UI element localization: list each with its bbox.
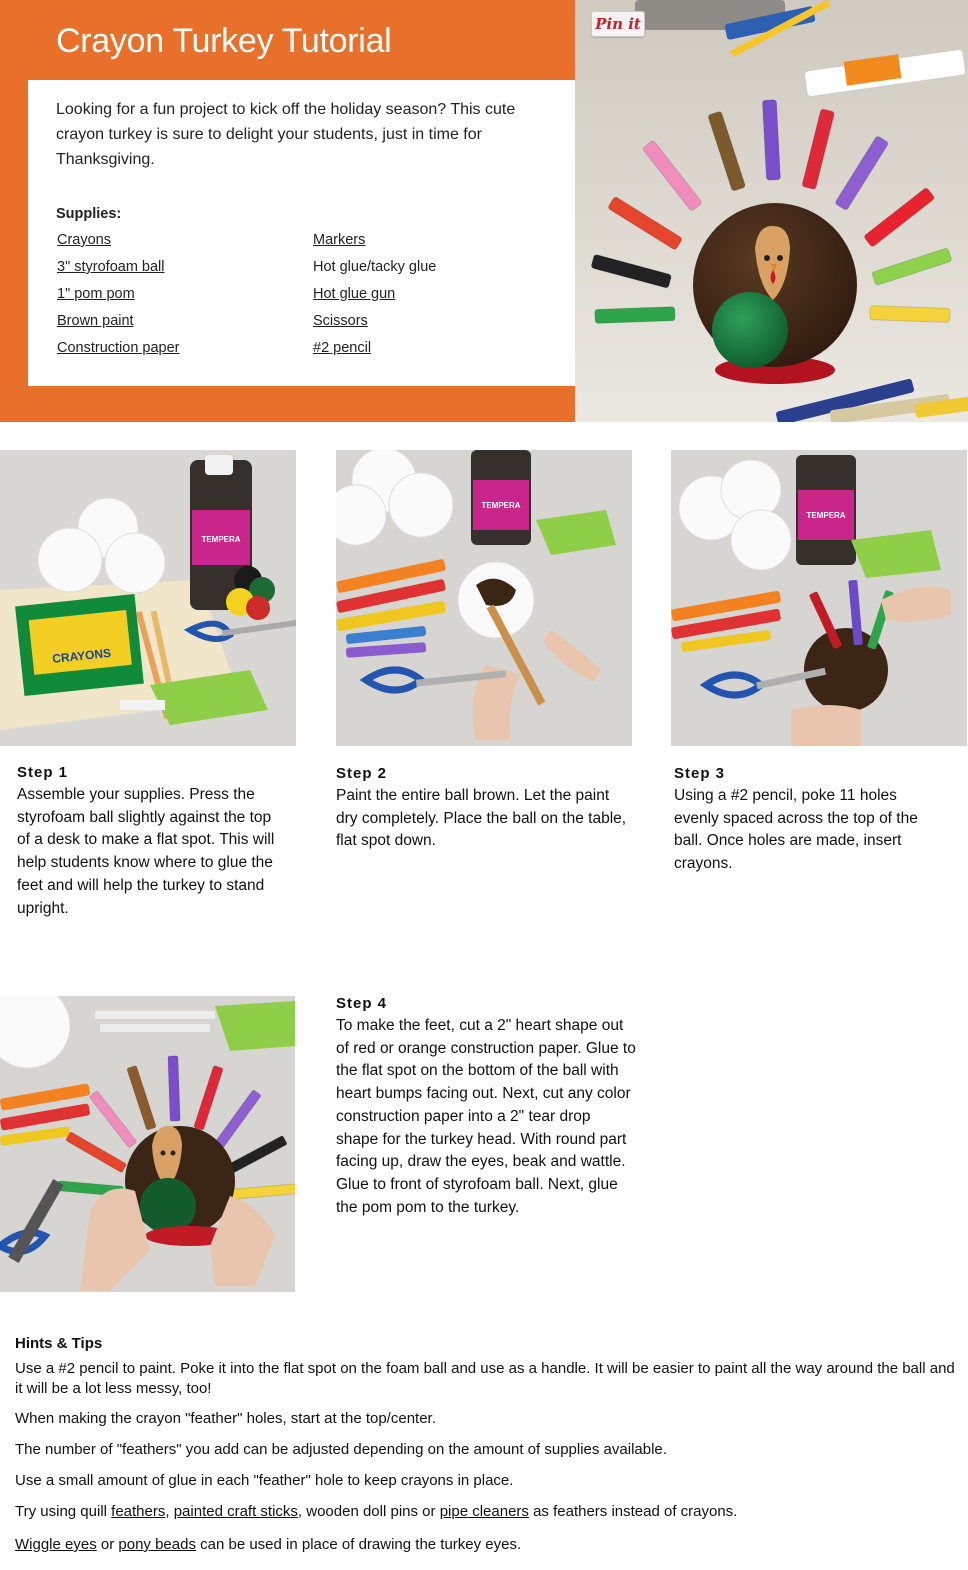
hints-section [15, 1333, 955, 1555]
page-title: Crayon Turkey Tutorial [56, 22, 392, 60]
step1-crayons-box-label: CRAYONS [51, 645, 112, 666]
supply-item-glue: Hot glue/tacky glue [313, 259, 437, 275]
tip-text: or [96, 1536, 119, 1553]
step2-text: Paint the entire ball brown. Let the paint dry completely. Place the ball on the table, flat spot down. [336, 787, 627, 850]
supply-link-scissors[interactable]: Scissors [313, 313, 368, 329]
step2-title: Step 2 [336, 765, 388, 782]
supplies-list-right [313, 232, 436, 367]
supplies-label: Supplies: [56, 206, 122, 222]
supply-link-pencil[interactable]: #2 pencil [313, 340, 372, 356]
step2-photo [336, 450, 632, 746]
tip-item: Use a #2 pencil to paint. Poke it into the flat spot on the foam ball and use as a handle. It will be easier to paint all the way around the ball and it will be a lot less messy, too! [15, 1360, 955, 1397]
tip-text: , wooden doll pins or [297, 1503, 440, 1520]
supply-link-markers[interactable]: Markers [313, 232, 366, 248]
supply-link-brown-paint[interactable]: Brown paint [57, 313, 134, 329]
pony-beads-link[interactable]: pony beads [118, 1536, 196, 1553]
supply-link-construction-paper[interactable]: Construction paper [57, 340, 180, 356]
intro-card [28, 80, 575, 386]
step4-title: Step 4 [336, 995, 388, 1012]
tip-text: Try using quill [15, 1503, 112, 1520]
wiggle-eyes-link[interactable]: Wiggle eyes [15, 1536, 97, 1553]
tip-text: as feathers instead of crayons. [528, 1503, 738, 1520]
step1-photo [0, 450, 296, 746]
tip-text: , [165, 1503, 174, 1520]
supply-link-pom-pom[interactable]: 1" pom pom [57, 286, 135, 302]
hero-turkey-photo [575, 0, 968, 422]
step4-photo [0, 996, 295, 1292]
step3-photo [671, 450, 967, 746]
supplies-list-left [57, 232, 180, 367]
step1-text: Assemble your supplies. Press the styrofoam ball slightly against the top of a desk to make a flat spot. This will help students know where to glue the feet and will help the turkey to stand upright. [17, 786, 275, 917]
supply-link-styrofoam-ball[interactable]: 3" styrofoam ball [57, 259, 165, 275]
step3-title: Step 3 [674, 765, 726, 782]
supply-link-hot-glue-gun[interactable]: Hot glue gun [313, 286, 396, 302]
tip-item: Use a small amount of glue in each "feather" hole to keep crayons in place. [15, 1472, 514, 1489]
step1-title: Step 1 [17, 764, 69, 781]
pipe-cleaners-link[interactable]: pipe cleaners [439, 1503, 529, 1520]
step1-tempera-label: TEMPERA [201, 535, 241, 544]
tip-item: The number of "feathers" you add can be adjusted depending on the amount of supplies available. [15, 1441, 667, 1458]
step3-text: Using a #2 pencil, poke 11 holes evenly spaced across the top of the ball. Once holes are made, insert crayons. [674, 787, 918, 873]
tip-item: When making the crayon "feather" holes, start at the top/center. [15, 1410, 436, 1427]
header-band [0, 0, 575, 422]
hints-title: Hints & Tips [15, 1335, 103, 1352]
step2-tempera-label: TEMPERA [481, 501, 521, 510]
tip-text: can be used in place of drawing the turkey eyes. [195, 1536, 522, 1553]
painted-craft-sticks-link[interactable]: painted craft sticks [173, 1503, 298, 1520]
feathers-link[interactable]: feathers [111, 1503, 166, 1520]
tip-item [15, 1502, 955, 1522]
pin-it-button[interactable]: Pin it [591, 11, 645, 37]
step3-tempera-label: TEMPERA [806, 511, 846, 520]
tip-item [15, 1535, 955, 1555]
intro-text: Looking for a fun project to kick off the holiday season? This cute crayon turkey is sure to delight your students, just in time for Thanksgiving. [56, 101, 516, 168]
supply-link-crayons[interactable]: Crayons [57, 232, 111, 248]
step4-text: To make the feet, cut a 2" heart shape out of red or orange construction paper. Glue to the flat spot on the bottom of the ball with heart bumps facing out. Next, cut any color construction paper into a 2" tear drop shape for the turkey head. With round part facing up, draw the eyes, beak and wattle. Glue to front of styrofoam ball. Next, glue the pom pom to the turkey. [336, 1017, 636, 1216]
